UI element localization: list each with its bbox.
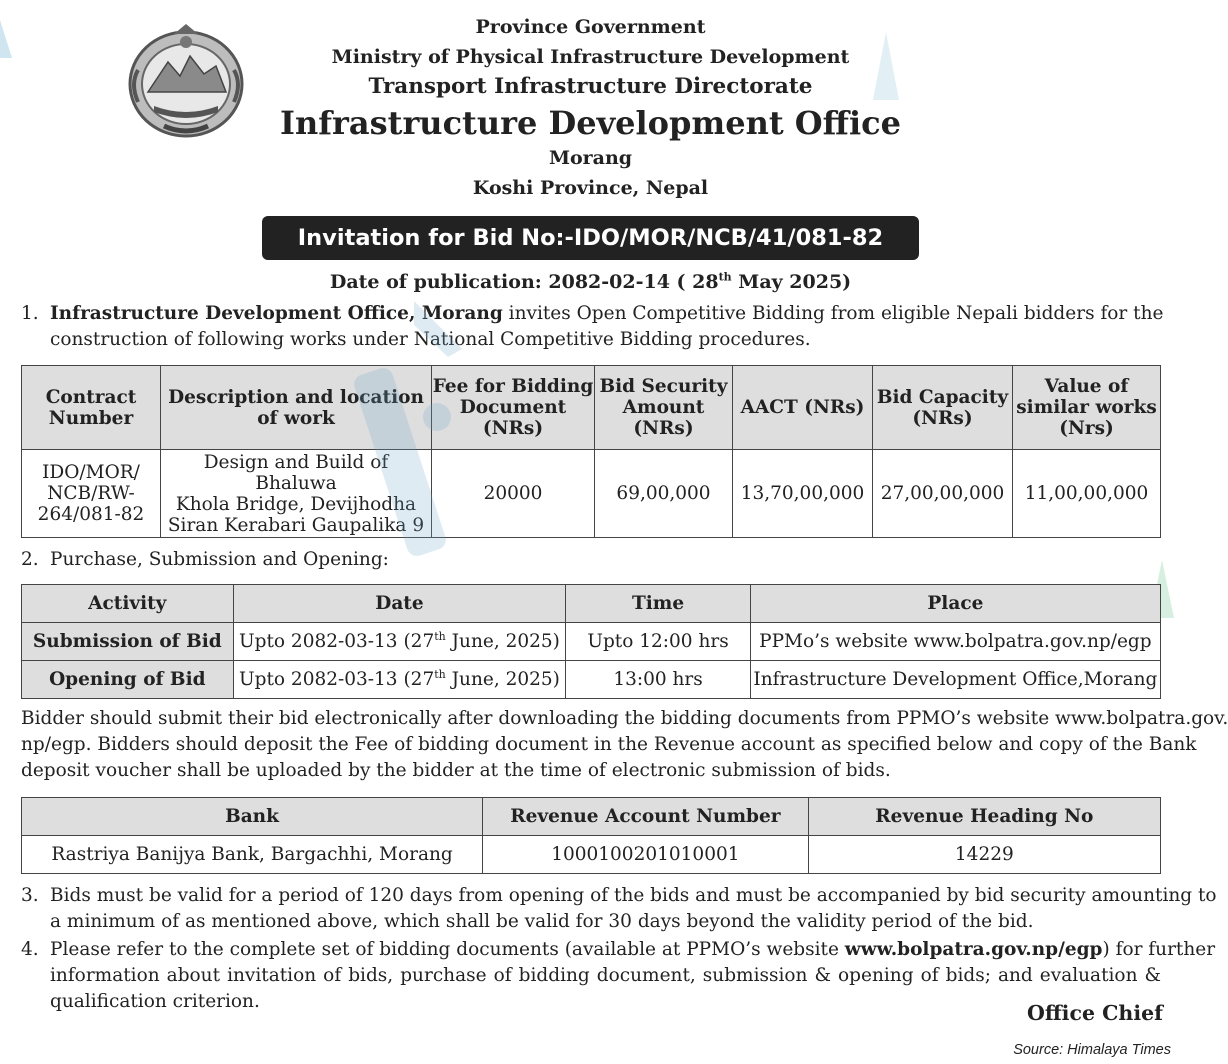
para-1-number: 1. bbox=[21, 303, 39, 324]
schedule-time-submission: Upto 12:00 hrs bbox=[566, 623, 750, 661]
works-table bbox=[21, 365, 1161, 538]
district-heading: Morang bbox=[548, 147, 633, 169]
works-header-fee: Fee for Bidding Document (NRs) bbox=[432, 366, 595, 450]
para-1-line-1 bbox=[50, 301, 1164, 327]
schedule-table bbox=[21, 584, 1161, 699]
invitation-for-bid-banner: Invitation for Bid No:-IDO/MOR/NCB/41/081-82 bbox=[262, 216, 919, 260]
province-government-heading: Province Government bbox=[475, 16, 706, 38]
schedule-place-opening: Infrastructure Development Office,Morang bbox=[750, 661, 1160, 699]
bank-header-bank: Bank bbox=[22, 798, 483, 836]
schedule-header-time: Time bbox=[566, 585, 750, 623]
office-title: Infrastructure Development Office bbox=[280, 104, 901, 142]
para-4-line-1 bbox=[50, 937, 1216, 963]
para-3-number: 3. bbox=[21, 885, 39, 906]
office-chief-signature: Office Chief bbox=[1026, 1001, 1163, 1025]
schedule-header-place: Place bbox=[750, 585, 1160, 623]
schedule-place-submission: PPMo’s website www.bolpatra.gov.np/egp bbox=[750, 623, 1160, 661]
ministry-heading: Ministry of Physical Infrastructure Development bbox=[331, 46, 850, 68]
publication-date-sup: th bbox=[718, 270, 732, 284]
works-cell-aact: 13,70,00,000 bbox=[733, 450, 873, 538]
works-cell-bid-capacity: 27,00,00,000 bbox=[873, 450, 1013, 538]
publication-date-prefix: Date of publication: 2082-02-14 ( 28 bbox=[329, 271, 719, 293]
works-header-similar-works: Value of similar works (Nrs) bbox=[1013, 366, 1161, 450]
publication-date-suffix: May 2025) bbox=[731, 271, 852, 293]
schedule-header-date: Date bbox=[233, 585, 566, 623]
para-4 bbox=[50, 937, 1216, 1015]
works-cell-similar-works: 11,00,00,000 bbox=[1013, 450, 1161, 538]
schedule-date-opening bbox=[233, 661, 566, 699]
para-2-number: 2. bbox=[21, 549, 39, 570]
para-1-line-2: construction of following works under National Competitive Bidding procedures. bbox=[50, 329, 811, 350]
para-1-bold-office: Infrastructure Development Office, Morang bbox=[50, 303, 503, 324]
schedule-date-submission-prefix: Upto 2082-03-13 (27 bbox=[239, 631, 435, 652]
schedule-header-activity: Activity bbox=[22, 585, 234, 623]
schedule-date-opening-suffix: June, 2025) bbox=[445, 669, 560, 690]
schedule-row-opening bbox=[22, 661, 1161, 699]
schedule-date-submission-sup: th bbox=[434, 629, 446, 643]
schedule-table-header-row bbox=[22, 585, 1161, 623]
publication-date bbox=[0, 271, 1181, 293]
bank-cell-heading-no: 14229 bbox=[808, 836, 1160, 874]
schedule-date-opening-prefix: Upto 2082-03-13 (27 bbox=[239, 669, 435, 690]
para-4-line-1-prefix: Please refer to the complete set of bidding documents (available at PPMO’s website bbox=[50, 939, 845, 960]
province-location-heading: Koshi Province, Nepal bbox=[472, 177, 709, 199]
schedule-row-submission bbox=[22, 623, 1161, 661]
para-4-line-2: information about invitation of bids, purchase of bidding document, submission & opening of bids; and evaluation & bbox=[50, 965, 1161, 986]
works-table-row bbox=[22, 450, 1161, 538]
bidder-note bbox=[21, 706, 1228, 784]
para-3 bbox=[50, 883, 1217, 935]
works-header-bid-capacity: Bid Capacity (NRs) bbox=[873, 366, 1013, 450]
works-cell-bid-security: 69,00,000 bbox=[595, 450, 733, 538]
para-4-line-3: qualification criterion. bbox=[50, 991, 260, 1012]
schedule-activity-submission: Submission of Bid bbox=[22, 623, 234, 661]
bidder-note-line-1: Bidder should submit their bid electronically after downloading the bidding documents from PPMO’s website www.bolpatra.gov. bbox=[21, 708, 1228, 729]
works-header-aact: AACT (NRs) bbox=[733, 366, 873, 450]
bank-table-header-row bbox=[22, 798, 1161, 836]
bank-cell-bank: Rastriya Banijya Bank, Bargachhi, Morang bbox=[22, 836, 483, 874]
bank-table bbox=[21, 797, 1161, 874]
bidder-note-line-3: deposit voucher shall be uploaded by the bidder at the time of electronic submission of bids. bbox=[21, 760, 891, 781]
schedule-date-opening-sup: th bbox=[434, 667, 446, 681]
schedule-date-submission bbox=[233, 623, 566, 661]
bolpatra-link[interactable]: www.bolpatra.gov.np/egp bbox=[844, 939, 1103, 960]
works-cell-fee: 20000 bbox=[432, 450, 595, 538]
schedule-time-opening: 13:00 hrs bbox=[566, 661, 750, 699]
schedule-activity-opening: Opening of Bid bbox=[22, 661, 234, 699]
para-4-line-1-suffix: ) for further bbox=[1102, 939, 1216, 960]
works-header-description: Description and location of work bbox=[161, 366, 432, 450]
works-header-bid-security: Bid Security Amount (NRs) bbox=[595, 366, 733, 450]
source-credit: Source: Himalaya Times bbox=[1013, 1042, 1171, 1058]
para-3-line-1: Bids must be valid for a period of 120 days from opening of the bids and must be accompanied by bid security amounting to bbox=[50, 885, 1217, 906]
bank-table-row bbox=[22, 836, 1161, 874]
para-1 bbox=[50, 301, 1164, 353]
para-1-line-1-rest: invites Open Competitive Bidding from eligible Nepali bidders for the bbox=[502, 303, 1164, 324]
para-3-line-2: a minimum of as mentioned above, which shall be valid for 30 days beyond the validity period of the bid. bbox=[50, 911, 1034, 932]
schedule-date-submission-suffix: June, 2025) bbox=[445, 631, 560, 652]
bank-header-heading-no: Revenue Heading No bbox=[808, 798, 1160, 836]
bank-header-account-number: Revenue Account Number bbox=[483, 798, 809, 836]
bidder-note-line-2: np/egp. Bidders should deposit the Fee of bidding document in the Revenue account as specified below and copy of the Bank bbox=[21, 734, 1197, 755]
para-2-text: Purchase, Submission and Opening: bbox=[50, 549, 389, 570]
works-cell-description: Design and Build of Bhaluwa Khola Bridge, Devijhodha Siran Kerabari Gaupalika 9 bbox=[161, 450, 432, 538]
para-4-number: 4. bbox=[21, 939, 39, 960]
works-header-contract-number: Contract Number bbox=[22, 366, 161, 450]
directorate-heading: Transport Infrastructure Directorate bbox=[368, 74, 813, 99]
works-table-header-row bbox=[22, 366, 1161, 450]
works-cell-contract-number: IDO/MOR/ NCB/RW- 264/081-82 bbox=[22, 450, 161, 538]
bank-cell-account-number: 1000100201010001 bbox=[483, 836, 809, 874]
